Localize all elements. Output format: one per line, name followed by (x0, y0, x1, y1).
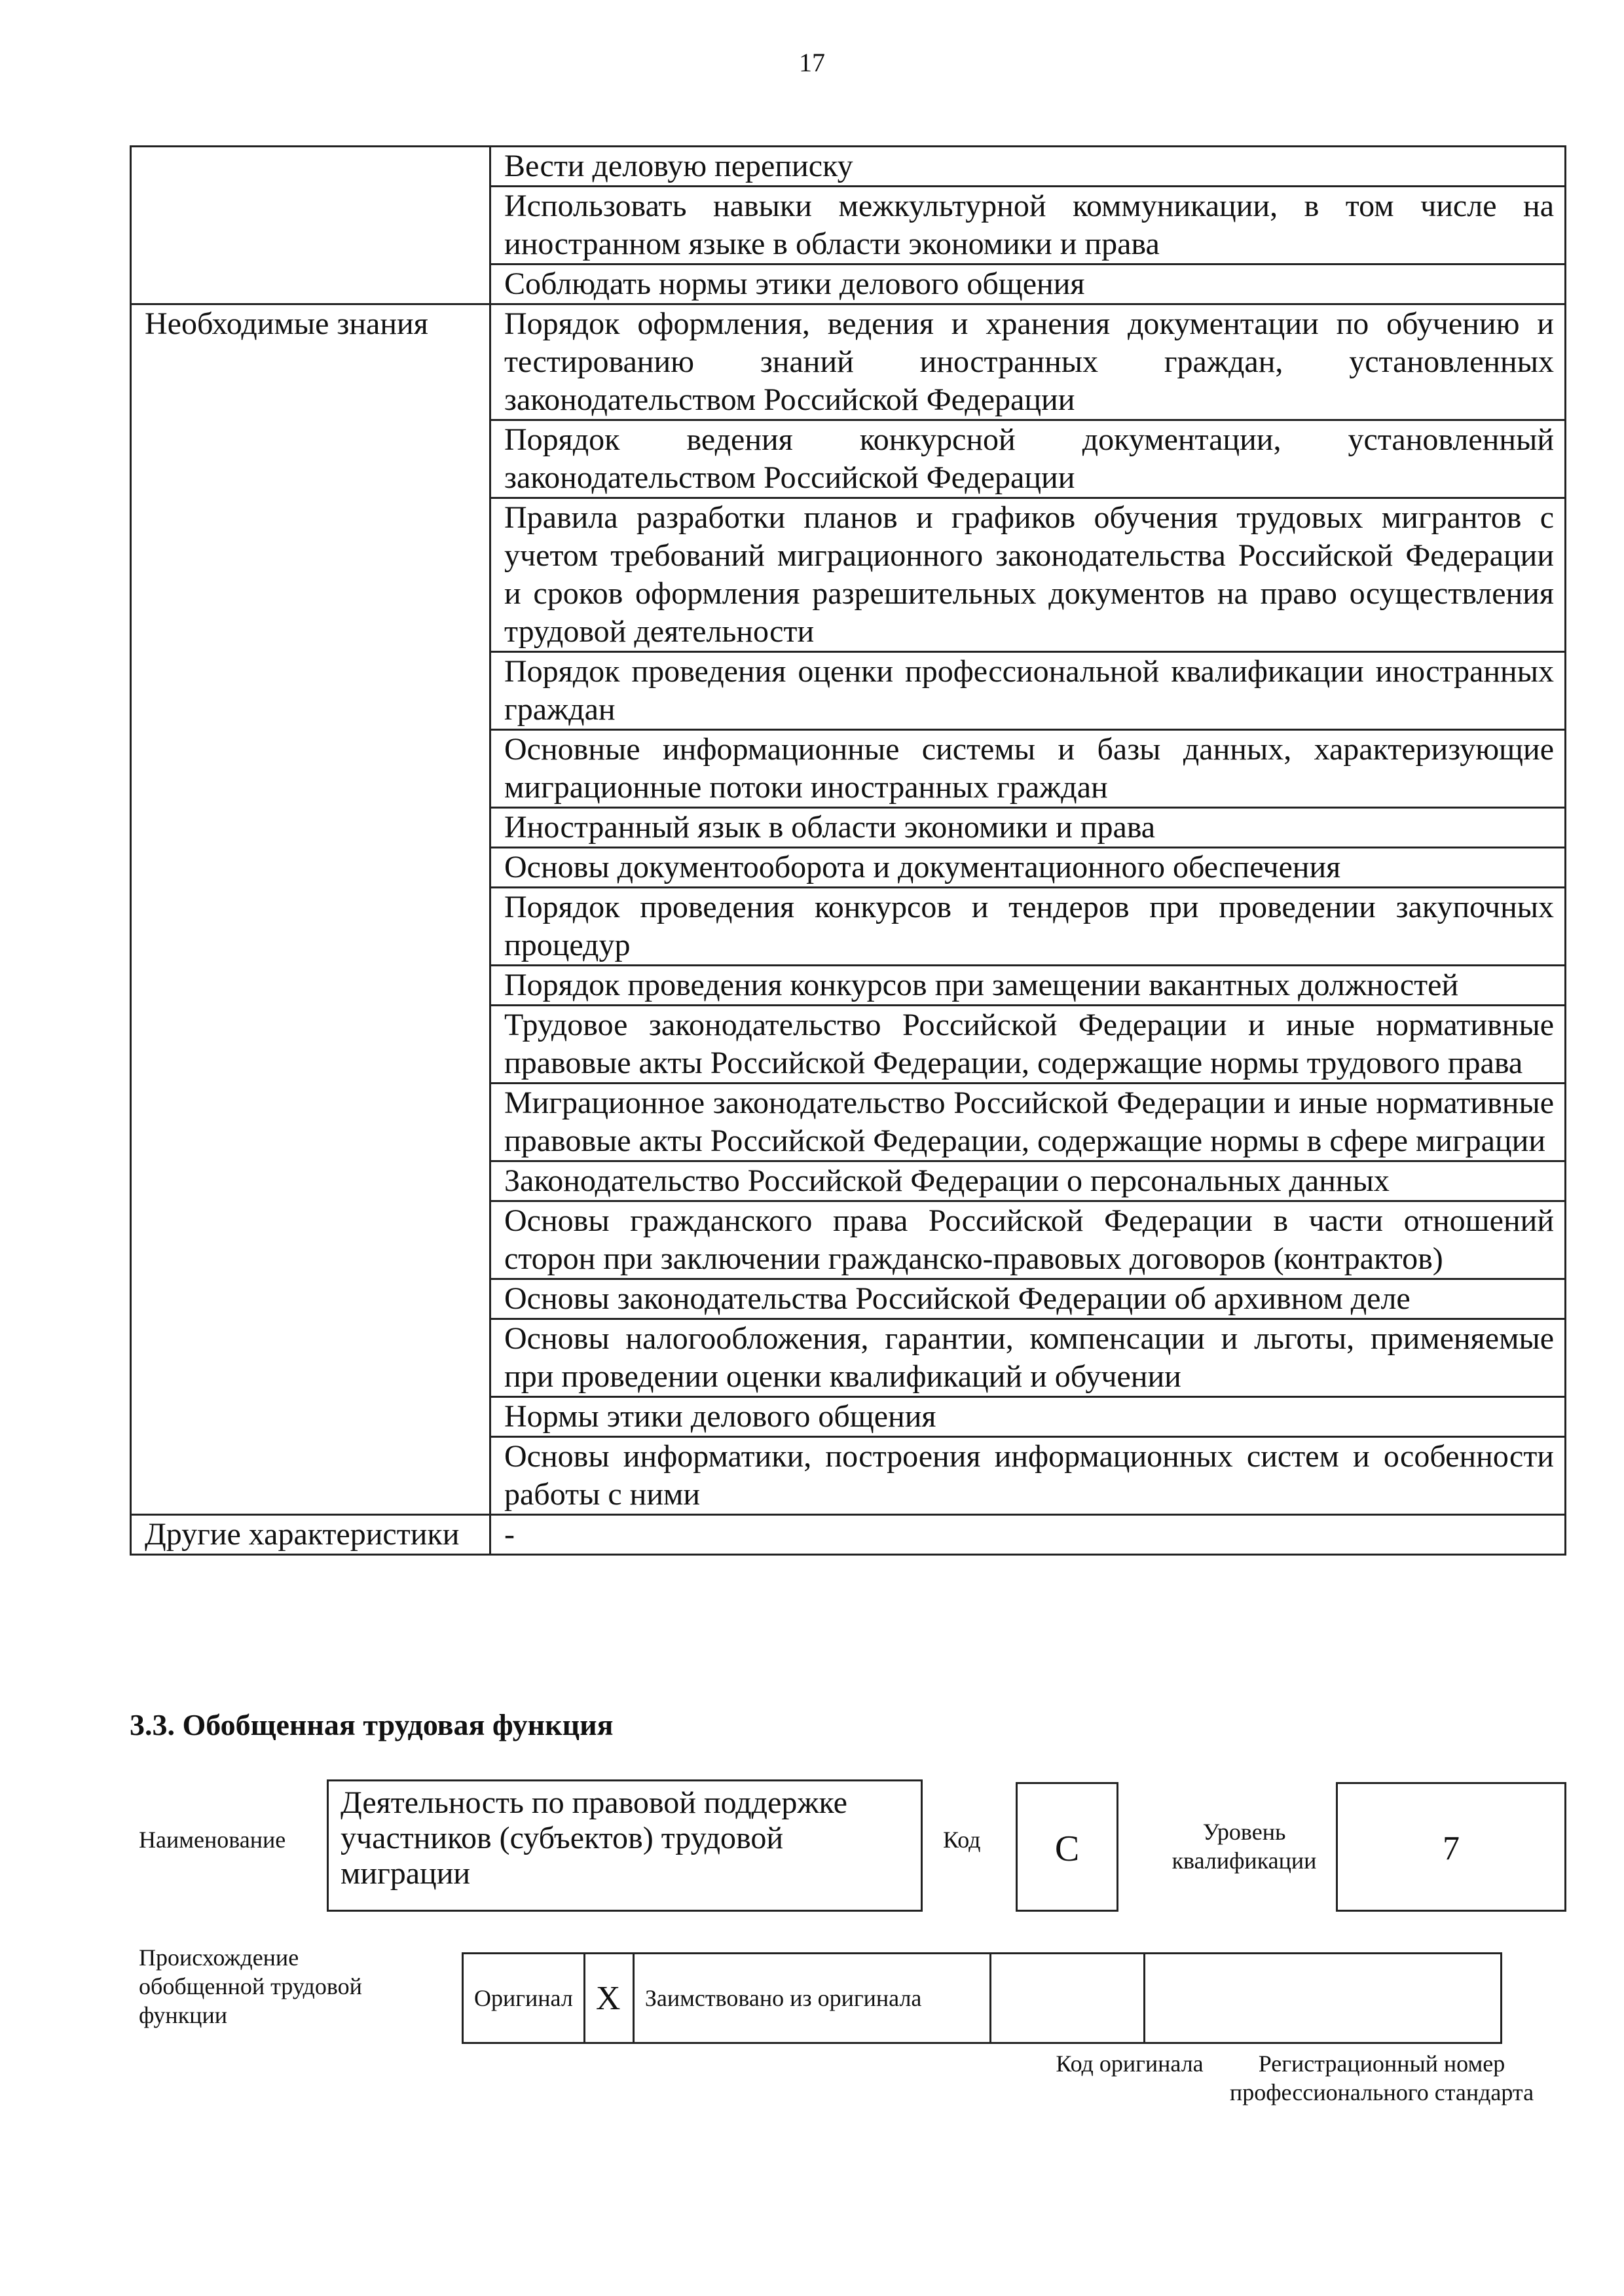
row-label (131, 187, 490, 264)
row-label (131, 1319, 490, 1397)
row-label (131, 1161, 490, 1201)
row-label (131, 1397, 490, 1437)
row-label (131, 147, 490, 187)
row-value: Основы гражданского права Российской Федерации в части отношений сторон при заключении гражданско-правовых договоров (контрактов) (490, 1201, 1566, 1279)
row-label (131, 264, 490, 304)
row-label (131, 888, 490, 966)
row-value: Основы информатики, построения информационных систем и особенности работы с ними (490, 1437, 1566, 1515)
original-mark: X (584, 1954, 633, 2043)
row-label (131, 652, 490, 730)
row-label (131, 848, 490, 888)
table-row (131, 1084, 1566, 1161)
table-row (131, 1515, 1566, 1555)
registration-number-caption: Регистрационный номер профессионального стандарта (1229, 2050, 1534, 2105)
row-label (131, 1437, 490, 1515)
code-label: Код (943, 1827, 981, 1853)
table-row (131, 147, 1566, 187)
code-field: C (1016, 1782, 1118, 1912)
table-row (131, 1319, 1566, 1397)
qualification-level-field: 7 (1336, 1782, 1566, 1912)
function-name-field: Деятельность по правовой поддержке участников (субъектов) трудовой миграции (327, 1779, 923, 1912)
row-value: Основы документооборота и документационного обеспечения (490, 848, 1566, 888)
row-value: Правила разработки планов и графиков обучения трудовых мигрантов с учетом требований миграционного законодательства Российской Федерации и сроков оформления разрешительных документов на право осуществления трудовой деятельности (490, 498, 1566, 652)
table-row (131, 1437, 1566, 1515)
requirements-table-body (131, 147, 1566, 1555)
table-row (131, 304, 1566, 420)
row-label (131, 1006, 490, 1084)
row-value: Законодательство Российской Федерации о персональных данных (490, 1161, 1566, 1201)
row-label (131, 808, 490, 848)
row-value: Миграционное законодательство Российской Федерации и иные нормативные правовые акты Российской Федерации, содержащие нормы в сфере миграции (490, 1084, 1566, 1161)
name-label: Наименование (139, 1827, 286, 1853)
row-label (131, 730, 490, 808)
row-value: Порядок проведения оценки профессиональной квалификации иностранных граждан (490, 652, 1566, 730)
table-row (131, 652, 1566, 730)
row-value: Основы законодательства Российской Федерации об архивном деле (490, 1279, 1566, 1319)
row-value: Порядок проведения конкурсов при замещении вакантных должностей (490, 966, 1566, 1006)
requirements-table (130, 145, 1566, 1556)
row-label (131, 1201, 490, 1279)
row-label (131, 966, 490, 1006)
table-row (131, 1161, 1566, 1201)
row-label (131, 420, 490, 498)
row-value: Трудовое законодательство Российской Федерации и иные нормативные правовые акты Российской Федерации, содержащие нормы трудового права (490, 1006, 1566, 1084)
original-code-caption: Код оригинала (1056, 2050, 1204, 2077)
table-row (131, 730, 1566, 808)
row-label: Другие характеристики (131, 1515, 490, 1555)
table-row (131, 1201, 1566, 1279)
row-value: Вести деловую переписку (490, 147, 1566, 187)
row-label: Необходимые знания (131, 304, 490, 420)
table-row (131, 848, 1566, 888)
row-value: Использовать навыки межкультурной коммуникации, в том числе на иностранном языке в области экономики и права (490, 187, 1566, 264)
section-heading: 3.3. Обобщенная трудовая функция (130, 1708, 614, 1741)
original-code-cell (990, 1954, 1144, 2043)
table-row (131, 1006, 1566, 1084)
row-value: Порядок оформления, ведения и хранения документации по обучению и тестированию знаний иностранных граждан, установленных законодательством Российской Федерации (490, 304, 1566, 420)
table-row (131, 498, 1566, 652)
table-row (131, 187, 1566, 264)
registration-number-cell (1144, 1954, 1501, 2043)
row-value: Основные информационные системы и базы данных, характеризующие миграционные потоки иностранных граждан (490, 730, 1566, 808)
origin-label: Происхождение обобщенной трудовой функции (139, 1944, 362, 2028)
row-label (131, 1084, 490, 1161)
table-row (131, 888, 1566, 966)
table-row (131, 808, 1566, 848)
page-number: 17 (799, 48, 825, 77)
row-value: Нормы этики делового общения (490, 1397, 1566, 1437)
table-row (131, 264, 1566, 304)
row-label (131, 1279, 490, 1319)
row-label (131, 498, 490, 652)
table-row (131, 420, 1566, 498)
qualification-level-label: Уровень квалификации (1172, 1819, 1317, 1874)
table-row (131, 1279, 1566, 1319)
row-value: - (490, 1515, 1566, 1555)
row-value: Иностранный язык в области экономики и права (490, 808, 1566, 848)
original-label: Оригинал (463, 1954, 585, 2043)
origin-table (462, 1952, 1502, 2044)
table-row (131, 1397, 1566, 1437)
row-value: Порядок ведения конкурсной документации, установленный законодательством Российской Федерации (490, 420, 1566, 498)
row-value: Порядок проведения конкурсов и тендеров при проведении закупочных процедур (490, 888, 1566, 966)
borrowed-label: Заимствовано из оригинала (633, 1954, 990, 2043)
row-value: Соблюдать нормы этики делового общения (490, 264, 1566, 304)
row-value: Основы налогообложения, гарантии, компенсации и льготы, применяемые при проведении оценки квалификаций и обучении (490, 1319, 1566, 1397)
table-row (131, 966, 1566, 1006)
